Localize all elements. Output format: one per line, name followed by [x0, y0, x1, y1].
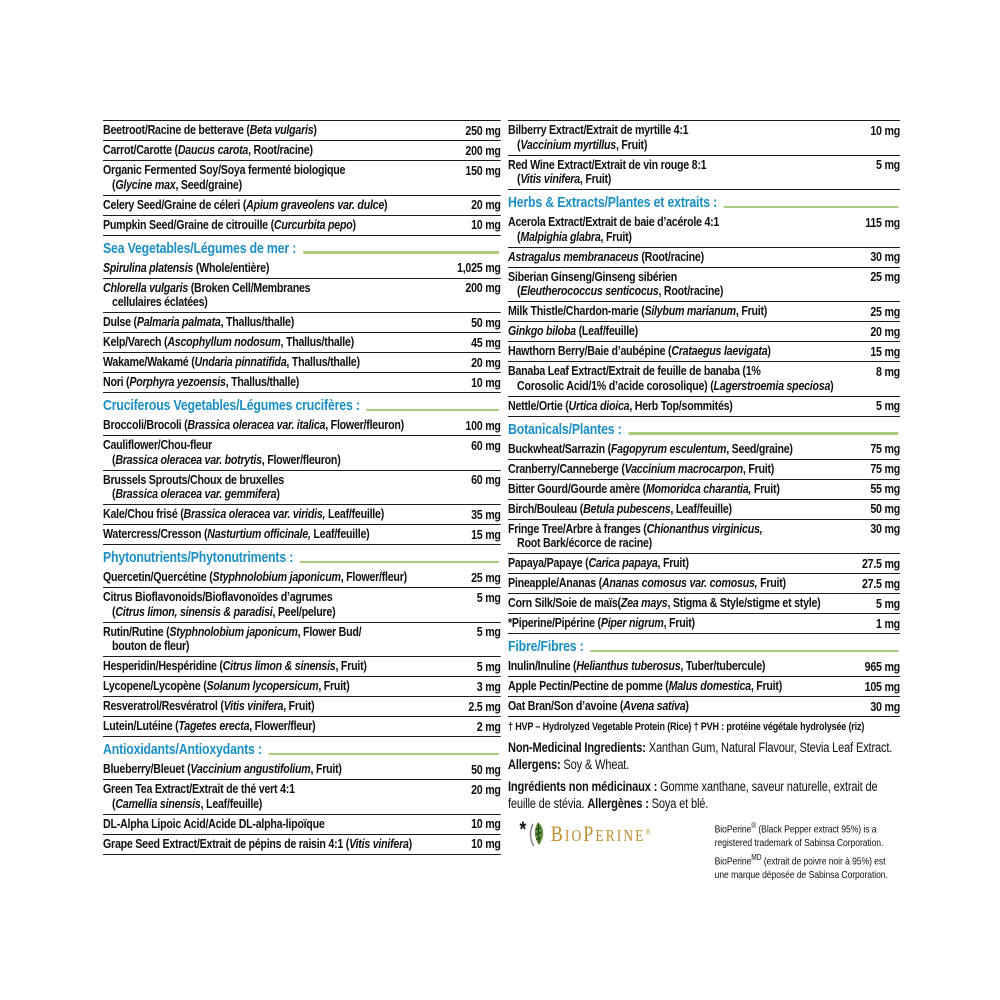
amount-cell: 10 mg	[471, 816, 501, 831]
asterisk-mark: *	[519, 817, 527, 841]
ingredient-row	[508, 460, 900, 480]
ingredient-row	[508, 362, 900, 397]
ingredient-name: Acerola Extract/Extrait de baie d’acérole 4:1 (Malpighia glabra, Fruit)	[508, 214, 720, 244]
amount-cell: 10 mg	[471, 836, 501, 851]
amount-cell: 200 mg	[465, 280, 501, 295]
amount-cell: 75 mg	[870, 461, 900, 476]
ingredient-name: Cranberry/Canneberge (Vaccinium macrocarpon, Fruit)	[508, 460, 775, 476]
amount-cell: 965 mg	[864, 658, 900, 674]
section-heading-text: Fibre/Fibres :	[508, 638, 584, 655]
amount-cell: 2.5 mg	[468, 698, 501, 714]
ingredient-name: Beetroot/Racine de betterave (Beta vulgaris)	[103, 122, 317, 137]
amount-cell: 20 mg	[870, 323, 900, 339]
ingredient-row	[103, 835, 501, 855]
amount-cell: 100 mg	[465, 417, 501, 433]
amount-cell: 5 mg	[476, 589, 501, 605]
heading-underline	[724, 206, 899, 209]
ingredient-name: Oat Bran/Son d’avoine (Avena sativa)	[508, 698, 689, 713]
left-column	[103, 120, 501, 855]
ingredient-row	[103, 141, 501, 161]
ingredient-row	[508, 342, 900, 362]
amount-cell: 30 mg	[870, 521, 900, 536]
amount-cell: 1 mg	[876, 615, 900, 631]
ingredient-name: Grape Seed Extract/Extrait de pépins de raisin 4:1 (Vitis vinifera)	[103, 835, 412, 851]
ingredient-row	[103, 697, 501, 717]
section-heading-text: Phytonutrients/Phytonutriments :	[103, 549, 294, 566]
ingredient-row	[103, 677, 501, 697]
heading-underline	[303, 251, 499, 254]
ingredient-name: Cauliflower/Chou-fleur (Brassica oleracea var. botrytis, Flower/fleuron)	[103, 437, 341, 467]
ingredient-name: Hesperidin/Hespéridine (Citrus limon & sinensis, Fruit)	[103, 658, 367, 673]
heading-underline	[628, 432, 898, 435]
ingredient-name: Watercress/Cresson (Nasturtium officinale, Leaf/feuille)	[103, 526, 370, 541]
ingredient-name: Kelp/Varech (Ascophyllum nodosum, Thallus/thalle)	[103, 334, 354, 349]
amount-cell: 30 mg	[870, 249, 900, 264]
ingredient-name: Ginkgo biloba (Leaf/feuille)	[508, 323, 638, 338]
ingredient-name: Inulin/Inuline (Helianthus tuberosus, Tuber/tubercule)	[508, 658, 766, 673]
bioperine-wordmark: BIOPERINE®	[550, 821, 651, 846]
section-heading-text: Sea Vegetables/Légumes de mer :	[103, 239, 297, 257]
amount-cell: 27.5 mg	[861, 575, 900, 591]
heading-underline	[366, 409, 499, 412]
ingredient-name: Astragalus membranaceus (Root/racine)	[508, 248, 704, 264]
amount-cell: 1,025 mg	[457, 260, 501, 275]
ingredient-row	[103, 353, 501, 373]
ingredient-row	[508, 440, 900, 460]
section-heading	[508, 417, 900, 440]
amount-cell: 30 mg	[870, 698, 900, 714]
ingredient-row	[508, 268, 900, 303]
amount-cell: 2 mg	[476, 718, 501, 734]
ingredient-name: Celery Seed/Graine de céleri (Apium graveolens var. dulce)	[103, 196, 388, 212]
ingredient-name: Banaba Leaf Extract/Extrait de feuille de banaba (1% Corosolic Acid/1% d’acide corosolique) (Lagerstroemia speciosa)	[508, 363, 834, 393]
ingredient-name: Brussels Sprouts/Choux de bruxelles (Brassica oleracea var. gemmifera)	[103, 471, 284, 501]
ingredient-name: Siberian Ginseng/Ginseng sibérien (Eleutherococcus senticocus, Root/racine)	[508, 268, 724, 298]
ingredient-name: Nettle/Ortie (Urtica dioica, Herb Top/sommités)	[508, 397, 733, 413]
ingredient-row	[103, 259, 501, 279]
ingredient-row	[508, 397, 900, 417]
amount-cell: 5 mg	[876, 157, 900, 172]
amount-cell: 15 mg	[870, 343, 900, 359]
ingredient-row	[103, 815, 501, 835]
ingredient-name: Carrot/Carotte (Daucus carota, Root/racine)	[103, 142, 313, 157]
section-heading-text: Botanicals/Plantes :	[508, 420, 622, 438]
amount-cell: 50 mg	[471, 314, 501, 330]
ingredient-row	[103, 471, 501, 506]
section-heading	[103, 737, 501, 760]
amount-cell: 20 mg	[471, 354, 501, 370]
amount-cell: 60 mg	[471, 437, 501, 453]
ingredient-name: Dulse (Palmaria palmata, Thallus/thalle)	[103, 314, 295, 329]
ingredient-name: Nori (Porphyra yezoensis, Thallus/thalle)	[103, 374, 300, 389]
ingredient-row	[103, 161, 501, 196]
amount-cell: 115 mg	[865, 214, 900, 230]
hvp-footnote: † HVP – Hydrolyzed Vegetable Protein (Rice) † PVH : protéine végétale hydrolysée (riz)	[508, 721, 865, 733]
ingredient-name: Buckwheat/Sarrazin (Fagopyrum esculentum, Seed/graine)	[508, 440, 793, 456]
section-heading	[508, 634, 900, 657]
non-medicinal-en: Non-Medicinal Ingredients: Xanthan Gum, Natural Flavour, Stevia Leaf Extract. Allergens: Soy & Wheat.	[508, 740, 893, 772]
amount-cell: 35 mg	[471, 506, 501, 522]
ingredient-name: DL-Alpha Lipoic Acid/Acide DL-alpha-lipoïque	[103, 815, 325, 831]
section-heading-text: Cruciferous Vegetables/Légumes crucifères :	[103, 397, 360, 414]
section-heading-text: Herbs & Extracts/Plantes et extraits :	[508, 194, 718, 211]
ingredient-row	[103, 436, 501, 471]
amount-cell: 25 mg	[870, 303, 900, 319]
ingredient-name: Green Tea Extract/Extrait de thé vert 4:1 (Camellia sinensis, Leaf/feuille)	[103, 781, 295, 811]
section-heading-text: Antioxidants/Antioxydants :	[103, 741, 262, 758]
amount-cell: 15 mg	[471, 526, 501, 542]
ingredient-row	[508, 248, 900, 268]
ingredient-name: Chlorella vulgaris (Broken Cell/Membranes cellulaires éclatées)	[103, 279, 311, 309]
amount-cell: 25 mg	[471, 569, 501, 585]
amount-cell: 3 mg	[476, 678, 501, 694]
section-heading	[103, 545, 501, 568]
ingredient-row	[103, 568, 501, 588]
ingredient-row	[103, 780, 501, 815]
ingredient-row	[103, 717, 501, 737]
ingredient-row	[103, 505, 501, 525]
left-rows-container	[103, 121, 501, 855]
amount-cell: 50 mg	[870, 501, 900, 516]
amount-cell: 25 mg	[870, 269, 900, 284]
ingredient-row	[508, 156, 900, 191]
ingredient-row	[103, 313, 501, 333]
ingredient-name: Rutin/Rutine (Styphnolobium japonicum, Flower Bud/ bouton de fleur)	[103, 623, 362, 653]
non-medicinal-fr: Ingrédients non médicinaux : Gomme xanthane, saveur naturelle, extrait de feuille de stévia. Allergènes : Soya et blé.	[508, 779, 878, 811]
ingredient-name: Pineapple/Ananas (Ananas comosus var. comosus, Fruit)	[508, 575, 786, 590]
ingredient-name: Quercetin/Quercétine (Styphnolobium japonicum, Flower/fleur)	[103, 569, 407, 584]
amount-cell: 150 mg	[465, 162, 501, 178]
ingredient-row	[103, 373, 501, 393]
ingredient-row	[508, 697, 900, 717]
ingredient-name: Pumpkin Seed/Graine de citrouille (Curcurbita pepo)	[103, 216, 356, 232]
amount-cell: 50 mg	[471, 761, 501, 777]
amount-cell: 10 mg	[870, 122, 900, 138]
amount-cell: 5 mg	[876, 398, 900, 413]
bioperine-logo	[508, 819, 715, 849]
amount-cell: 20 mg	[471, 781, 501, 797]
ingredient-row	[508, 322, 900, 342]
ingredient-name: Apple Pectin/Pectine de pomme (Malus domestica, Fruit)	[508, 678, 783, 693]
ingredient-name: Papaya/Papaye (Carica papaya, Fruit)	[508, 555, 689, 570]
ingredient-name: Spirulina platensis (Whole/entière)	[103, 259, 270, 275]
ingredient-row	[103, 416, 501, 436]
ingredient-name: Hawthorn Berry/Baie d’aubépine (Crataegus laevigata)	[508, 343, 771, 358]
amount-cell: 200 mg	[465, 142, 501, 158]
ingredient-name: Lutein/Lutéine (Tagetes erecta, Flower/fleur)	[103, 718, 316, 733]
amount-cell: 8 mg	[876, 363, 900, 379]
amount-cell: 5 mg	[876, 595, 900, 611]
ingredient-row	[508, 500, 900, 520]
trademark-note: BioPerine® (Black Pepper extract 95%) is a registered trademark of Sabinsa Corporation. BioPerine$^{MD}$ (extrait de poivre noir à 95%) est une marque déposée de Sabinsa Corporation.	[714, 821, 888, 881]
ingredient-name: Blueberry/Bleuet (Vaccinium angustifolium, Fruit)	[103, 761, 342, 776]
ingredient-row	[103, 279, 501, 314]
ingredient-name: Organic Fermented Soy/Soya fermenté biologique (Glycine max, Seed/graine)	[103, 162, 346, 192]
ingredient-name: Citrus Bioflavonoids/Bioflavonoïdes d’agrumes (Citrus limon, sinensis & paradisi, Peel/pelure)	[103, 589, 336, 619]
ingredient-row	[103, 333, 501, 353]
amount-cell: 45 mg	[471, 334, 501, 350]
ingredient-name: Resveratrol/Resvératrol (Vitis vinifera, Fruit)	[103, 698, 315, 713]
ingredient-row	[103, 588, 501, 623]
ingredient-name: Corn Silk/Soie de maïs(Zea mays, Stigma & Style/stigme et style)	[508, 595, 821, 610]
amount-cell: 105 mg	[864, 678, 900, 694]
ingredient-name: Lycopene/Lycopène (Solanum lycopersicum, Fruit)	[103, 678, 350, 693]
ingredient-name: Bilberry Extract/Extrait de myrtille 4:1 (Vaccinium myrtillus, Fruit)	[508, 122, 689, 152]
ingredient-row	[103, 121, 501, 141]
ingredient-name: Birch/Bouleau (Betula pubescens, Leaf/feuille)	[508, 500, 732, 516]
ingredient-name: Kale/Chou frisé (Brassica oleracea var. viridis, Leaf/feuille)	[103, 506, 385, 521]
amount-cell: 250 mg	[465, 122, 501, 138]
ingredient-row	[508, 614, 900, 634]
right-rows-container	[508, 121, 900, 717]
ingredient-name: *Piperine/Pipérine (Piper nigrum, Fruit)	[508, 615, 695, 630]
ingredient-row	[508, 677, 900, 697]
ingredient-row	[508, 302, 900, 322]
ingredient-row	[103, 216, 501, 236]
ingredient-row	[508, 574, 900, 594]
ingredient-name: Broccoli/Brocoli (Brassica oleracea var. italica, Flower/fleuron)	[103, 417, 404, 432]
section-heading	[508, 190, 900, 213]
ingredient-name: Red Wine Extract/Extrait de vin rouge 8:1 (Vitis vinifera, Fruit)	[508, 156, 707, 186]
amount-cell: 5 mg	[476, 624, 501, 639]
amount-cell: 10 mg	[471, 217, 501, 232]
ingredient-row	[103, 525, 501, 545]
ingredient-name: Bitter Gourd/Gourde amère (Momoridca charantia, Fruit)	[508, 480, 780, 496]
ingredient-row	[103, 623, 501, 658]
ingredient-row	[508, 121, 900, 156]
amount-cell: 75 mg	[870, 441, 900, 456]
ingredient-name: Fringe Tree/Arbre à franges (Chionanthus virginicus, Root Bark/écorce de racine)	[508, 520, 763, 550]
ingredient-name: Milk Thistle/Chardon-marie (Silybum marianum, Fruit)	[508, 303, 768, 318]
ingredient-row	[508, 480, 900, 500]
bioperine-brand-block	[508, 819, 900, 882]
heading-underline	[590, 650, 898, 653]
ingredient-row	[508, 554, 900, 574]
ingredient-row	[103, 760, 501, 780]
amount-cell: 20 mg	[471, 197, 501, 212]
amount-cell: 10 mg	[471, 374, 501, 390]
section-heading	[103, 236, 501, 259]
ingredient-row	[508, 520, 900, 555]
amount-cell: 5 mg	[476, 658, 501, 674]
amount-cell: 27.5 mg	[861, 555, 900, 571]
amount-cell: 60 mg	[471, 472, 501, 487]
section-heading	[103, 393, 501, 416]
heading-underline	[300, 561, 499, 564]
ingredient-name: Wakame/Wakamé (Undaria pinnatifida, Thallus/thalle)	[103, 354, 360, 369]
heading-underline	[268, 753, 499, 756]
ingredient-row	[508, 213, 900, 248]
ingredient-row	[508, 594, 900, 614]
ingredient-row	[103, 657, 501, 677]
ingredient-row	[508, 657, 900, 677]
bioperine-leaf-icon	[529, 819, 547, 849]
ingredient-row	[103, 196, 501, 216]
right-column	[508, 120, 900, 882]
amount-cell: 55 mg	[870, 481, 900, 496]
